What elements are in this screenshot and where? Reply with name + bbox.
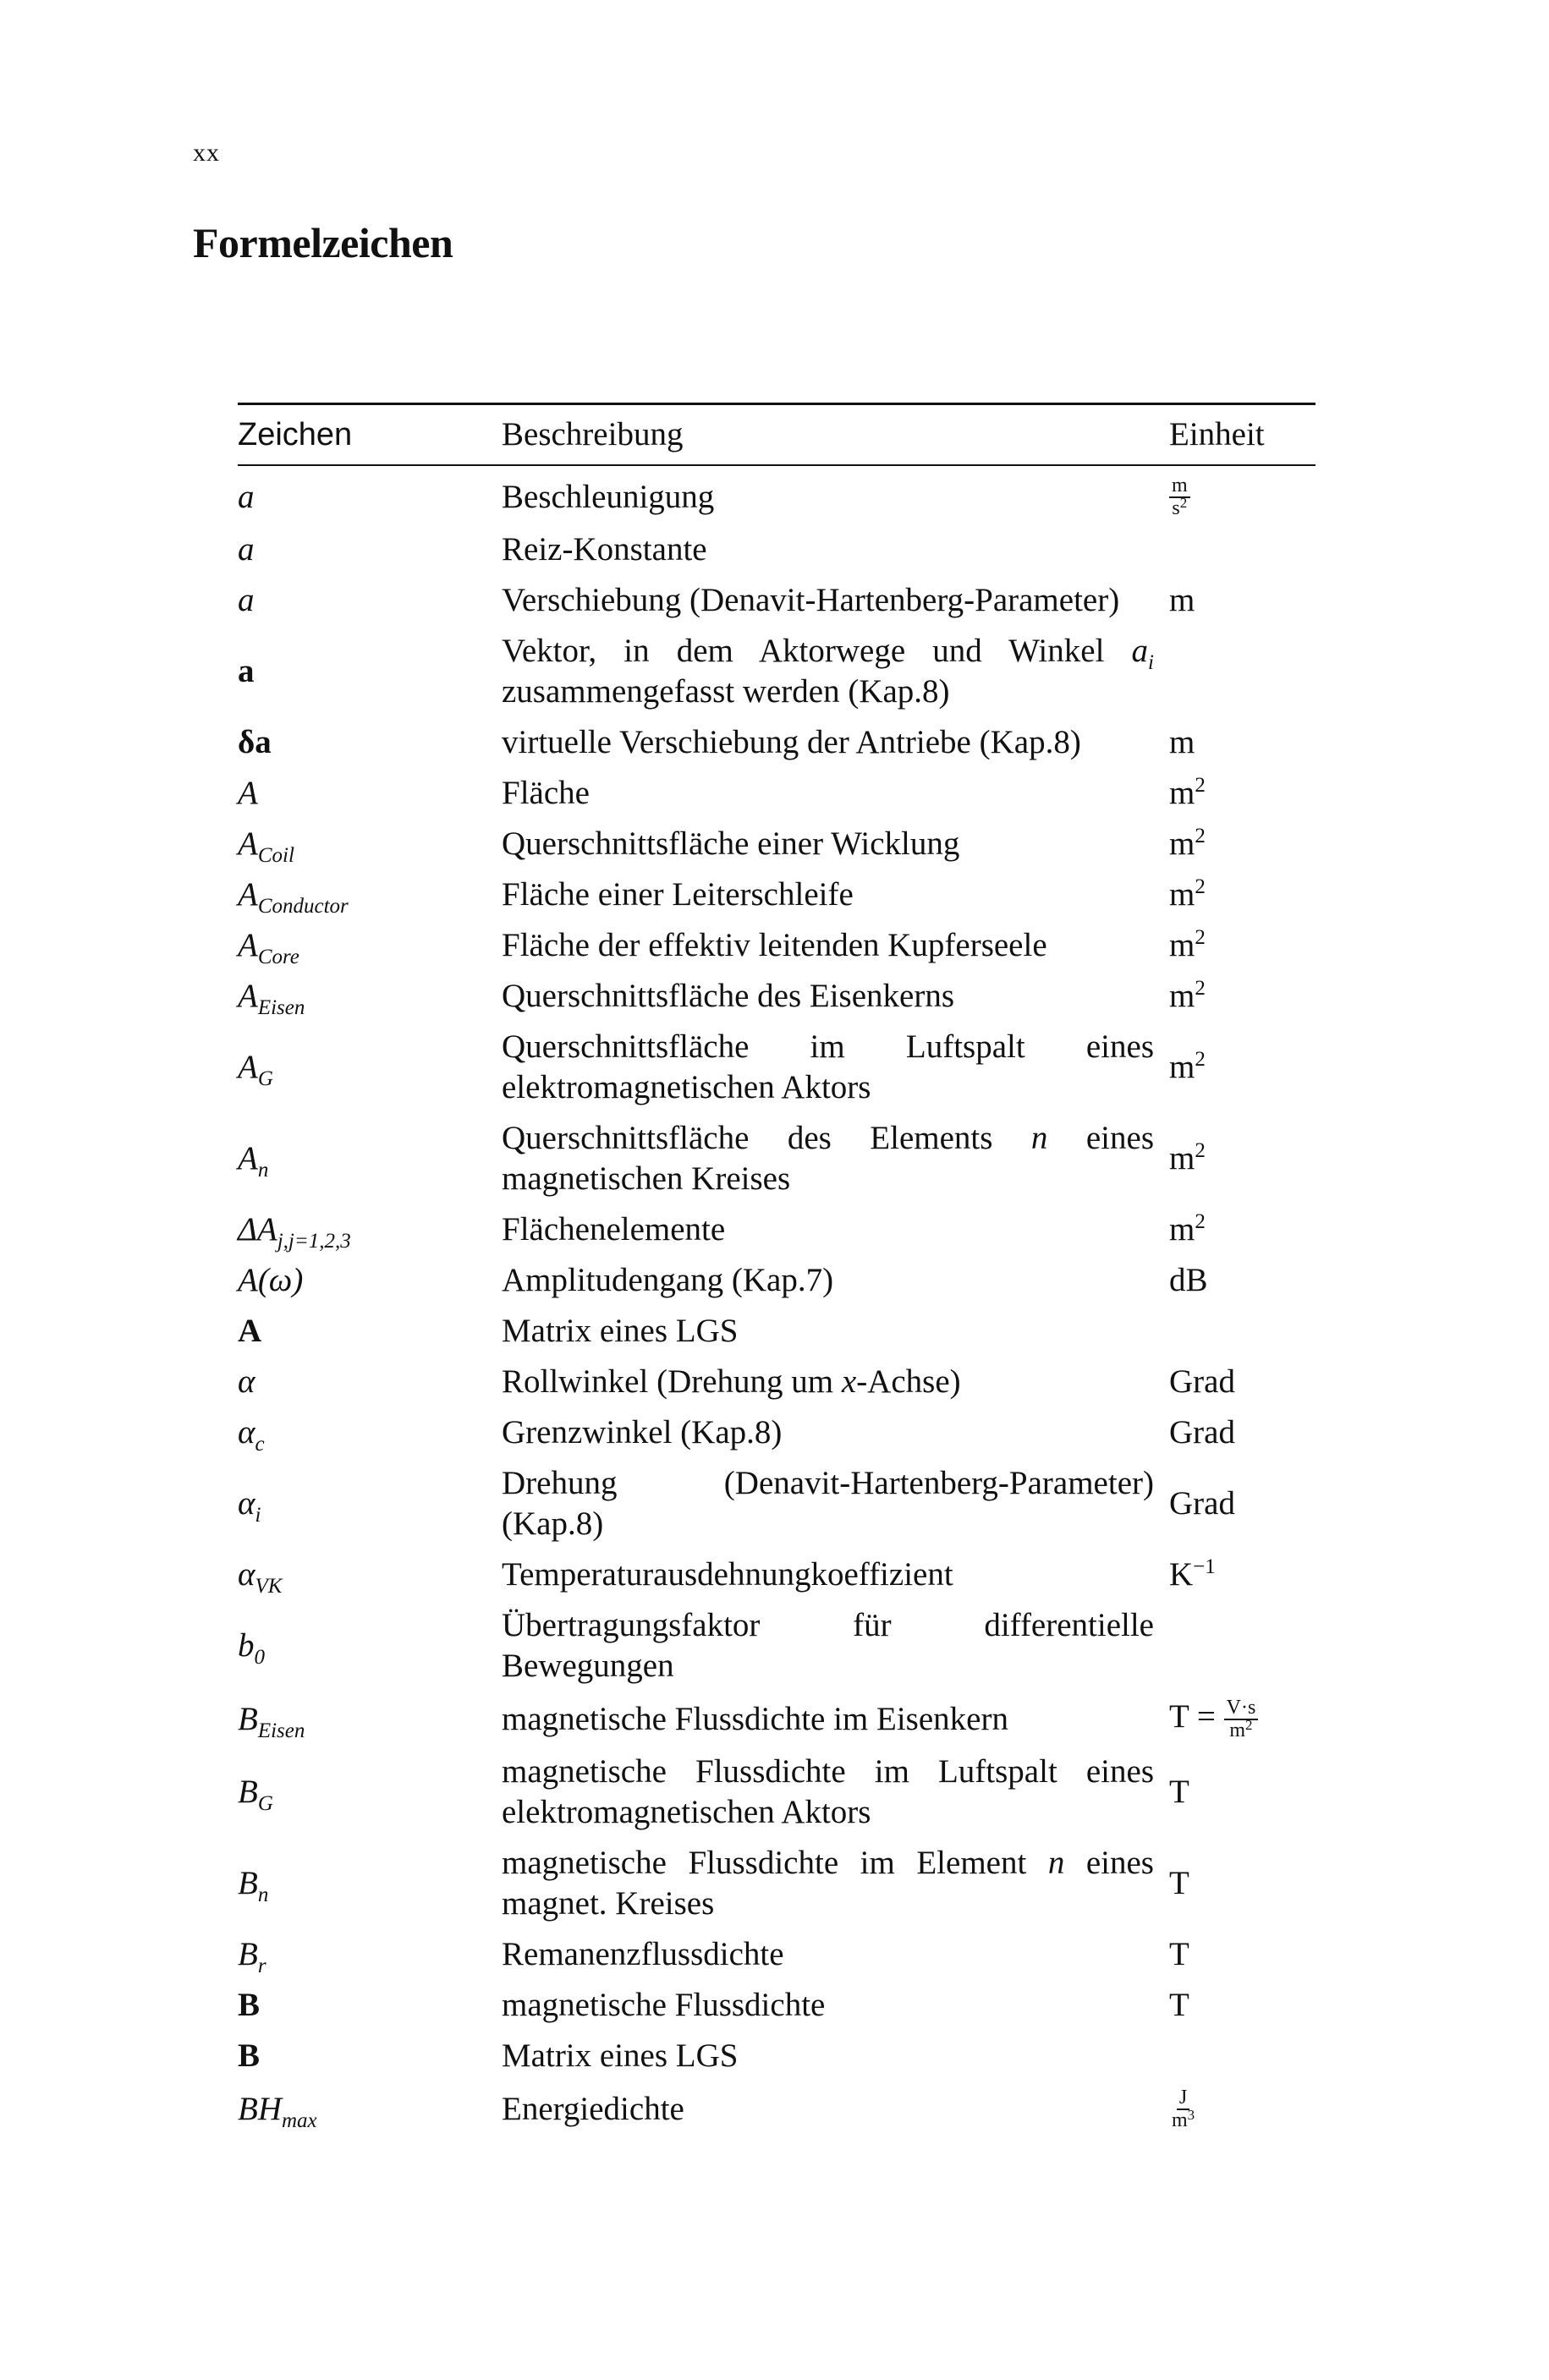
unit-cell: $m^2$ (1169, 875, 1206, 913)
description-cell: virtuelle Verschiebung der Antriebe (Kap.8) (502, 724, 1081, 761)
table-row (238, 1549, 1316, 1600)
symbol-cell: $\alpha_c$ (238, 1414, 265, 1456)
description-cell: Fläche (502, 775, 590, 812)
description-cell: Flächenelemente (502, 1211, 726, 1248)
table-row (238, 819, 1316, 869)
table-row (238, 1929, 1316, 1980)
unit-cell: $m^2$ (1169, 774, 1206, 812)
table-row (238, 920, 1316, 971)
symbol-cell: a (238, 531, 255, 568)
unit-cell: $m^2$ (1169, 977, 1206, 1015)
table-row (238, 1458, 1316, 1549)
table-body (238, 465, 1316, 2136)
description-cell: magnetische Flussdichte im Luftspalt eines elektromagnetischen Aktors (502, 1753, 1154, 1831)
symbol-cell: $A_{Eisen}$ (238, 978, 305, 1020)
page-number: xx (193, 139, 220, 167)
header-description: Beschreibung (502, 416, 684, 452)
symbol-cell: B (238, 1987, 261, 2024)
table-row (238, 1255, 1316, 1306)
description-cell: Rollwinkel (Drehung um x-Achse) (502, 1363, 961, 1401)
description-cell: Temperaturausdehnungkoeffizient (502, 1556, 953, 1593)
description-cell: Matrix eines LGS (502, 1313, 739, 1350)
description-cell: Querschnittsfläche des Elements n eines magnetischen Kreises (502, 1120, 1155, 1198)
symbol-cell: a (238, 478, 255, 515)
symbol-cell: a (238, 582, 255, 619)
unit-cell: $m^2$ (1169, 926, 1206, 964)
symbol-cell: B (238, 2037, 261, 2075)
description-cell: Fläche einer Leiterschleife (502, 876, 854, 913)
unit-cell: $m^2$ (1169, 825, 1206, 863)
table-row (238, 1600, 1316, 1692)
symbol-cell: δa (238, 724, 272, 761)
table-row (238, 1838, 1316, 1929)
symbol-cell: $B_G$ (238, 1774, 273, 1816)
unit-cell: T (1169, 1936, 1189, 1973)
description-cell: Vektor, in dem Aktorwege und Winkel $a_i$ zusammengefasst werden (Kap.8) (502, 633, 1154, 710)
table-row (238, 2081, 1316, 2136)
symbol-cell: $\alpha_i$ (238, 1485, 261, 1527)
description-cell: Grenzwinkel (Kap.8) (502, 1414, 783, 1451)
symbol-cell: α (238, 1363, 255, 1401)
table-row (238, 1357, 1316, 1407)
unit-cell: $m^2$ (1169, 1139, 1206, 1177)
unit-cell: T (1169, 1774, 1189, 1811)
symbol-cell: $B_n$ (238, 1865, 269, 1907)
table-row (238, 1204, 1316, 1255)
unit-cell (1169, 1600, 1316, 1692)
description-cell: Energiedichte (502, 2090, 684, 2127)
symbol-cell: $b_0$ (238, 1627, 265, 1670)
unit-cell (1169, 2031, 1316, 2081)
description-cell: Fläche der effektiv leitenden Kupferseele (502, 927, 1047, 964)
description-cell: Querschnittsfläche im Luftspalt eines elektromagnetischen Aktors (502, 1028, 1154, 1106)
symbol-cell: A (238, 1313, 262, 1350)
symbol-cell: $A_{Coil}$ (238, 825, 294, 868)
table-row (238, 626, 1316, 717)
table-row (238, 717, 1316, 768)
table-row (238, 971, 1316, 1022)
table-row (238, 2031, 1316, 2081)
symbol-cell: A (238, 775, 258, 812)
symbol-cell: A(ω) (238, 1262, 304, 1299)
symbol-cell: $\Delta A_{j,j=1,2,3}$ (238, 1211, 351, 1253)
description-cell: Reiz-Konstante (502, 531, 707, 568)
unit-cell: Grad (1169, 1414, 1235, 1451)
table-row (238, 1747, 1316, 1838)
description-cell: Amplitudengang (Kap.7) (502, 1262, 834, 1299)
description-cell: Querschnittsfläche einer Wicklung (502, 825, 960, 863)
description-cell: Matrix eines LGS (502, 2037, 739, 2075)
description-cell: Beschleunigung (502, 478, 715, 515)
symbol-cell: $B_r$ (238, 1936, 266, 1978)
symbol-cell: $A_{Conductor}$ (238, 876, 349, 919)
table-row (238, 1306, 1316, 1357)
header-unit: Einheit (1169, 416, 1265, 452)
symbol-table (238, 403, 1316, 2136)
symbol-cell: $A_G$ (238, 1049, 273, 1091)
unit-cell: dB (1169, 1262, 1208, 1299)
table-row (238, 1022, 1316, 1113)
chapter-title: Formelzeichen (193, 219, 453, 266)
unit-cell (1169, 1306, 1316, 1357)
header-symbol: Zeichen (238, 417, 353, 452)
unit-cell: $\frac{J}{m^3}$ (1172, 2087, 1195, 2132)
symbol-cell: $A_n$ (238, 1140, 269, 1182)
table-row (238, 524, 1316, 575)
table-row (238, 575, 1316, 626)
unit-cell: T (1169, 1987, 1189, 2024)
unit-cell: T (1169, 1865, 1189, 1902)
unit-cell: $K^{-1}$ (1169, 1555, 1216, 1593)
table-row (238, 1113, 1316, 1204)
symbol-cell: $BH_{max}$ (238, 2090, 317, 2132)
unit-cell: $\frac{m}{s^2}$ (1169, 465, 1316, 524)
table-row (238, 465, 1316, 524)
unit-cell (1169, 626, 1316, 717)
symbol-cell: a (238, 653, 255, 690)
description-cell: Verschiebung (Denavit-Hartenberg-Parameter) (502, 582, 1120, 619)
description-cell: Querschnittsfläche des Eisenkerns (502, 978, 954, 1015)
table-row (238, 1692, 1316, 1747)
table-row (238, 869, 1316, 920)
unit-cell: Grad (1169, 1485, 1235, 1522)
table-row (238, 768, 1316, 819)
unit-cell: Grad (1169, 1363, 1235, 1401)
unit-cell: $m^2$ (1169, 1210, 1206, 1248)
unit-cell: T = $\frac{V\cdot s}{m^2}$ (1169, 1692, 1316, 1747)
description-cell: Drehung (Denavit-Hartenberg-Parameter) (Kap.8) (502, 1465, 1154, 1543)
table-header-row (238, 404, 1316, 466)
table-row (238, 1980, 1316, 2031)
description-cell: Remanenzflussdichte (502, 1936, 784, 1973)
symbol-cell: $A_{Core}$ (238, 927, 299, 969)
description-cell: magnetische Flussdichte im Element n eines magnet. Kreises (502, 1845, 1154, 1922)
symbol-cell: $B_{Eisen}$ (238, 1700, 305, 1742)
symbol-cell: $\alpha_{VK}$ (238, 1556, 283, 1599)
unit-cell: m (1169, 724, 1195, 761)
description-cell: magnetische Flussdichte im Eisenkern (502, 1700, 1008, 1737)
description-cell: magnetische Flussdichte (502, 1987, 826, 2024)
description-cell: Übertragungsfaktor für differentielle Bewegungen (502, 1607, 1154, 1685)
unit-cell (1169, 524, 1316, 575)
table-row (238, 1407, 1316, 1458)
unit-cell: m (1169, 582, 1195, 619)
unit-cell: $m^2$ (1169, 1048, 1206, 1086)
